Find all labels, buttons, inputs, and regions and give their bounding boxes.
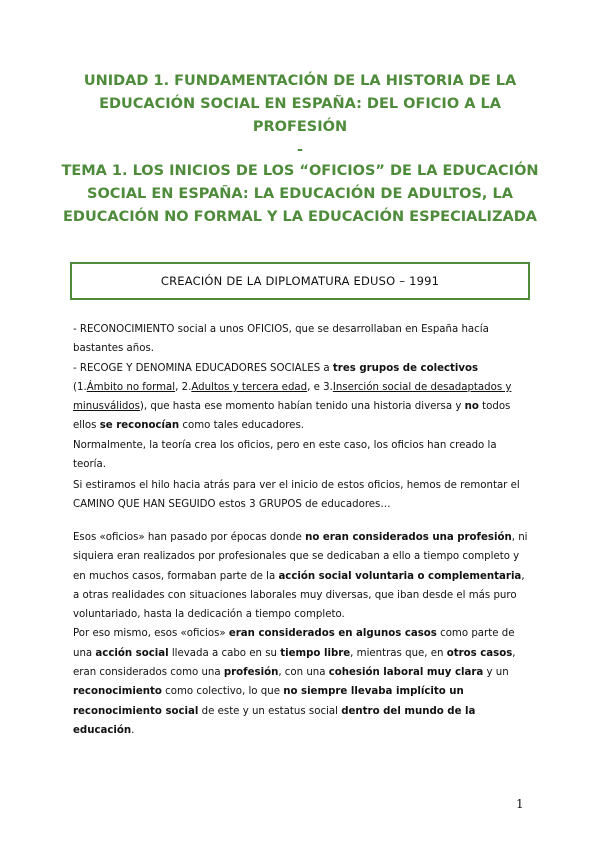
bold-run: reconocimiento	[73, 686, 162, 698]
text-run: , e 3.	[307, 381, 333, 393]
text-run: y un	[483, 667, 509, 679]
bold-run: se reconocían	[99, 420, 180, 432]
bold-run: otros casos	[446, 647, 513, 659]
bold-run: tres grupos de colectivos	[332, 362, 479, 374]
topic-title: TEMA 1. LOS INICIOS DE LOS “OFICIOS” DE LA EDUCACIÓN SOCIAL EN ESPAÑA: LA EDUCACIÓN DE ADULTOS, LA EDUCACIÓN NO FORMAL Y LA EDUCACIÓN ESPECIALIZADA	[61, 163, 539, 225]
text-run: llevada a cabo en su	[168, 647, 281, 659]
text-run: de este y un estatus social	[198, 705, 342, 717]
text-run: (1.	[73, 381, 87, 393]
bold-run: eran considerados en algunos casos	[228, 628, 437, 640]
title-separator: -	[296, 142, 304, 158]
group-item-2: Adultos y tercera edad	[191, 381, 308, 393]
text-run: , eran considerados como una	[73, 647, 516, 679]
bold-run: no eran considerados una profesión	[305, 532, 512, 543]
text-run: - RECOGE Y DENOMINA EDUCADORES SOCIALES a	[73, 362, 333, 374]
intro-paragraph	[73, 320, 531, 474]
text-run: todos ellos	[73, 401, 511, 432]
bold-run: tiempo libre	[280, 647, 351, 659]
text-run: , con una	[278, 667, 329, 679]
intro-line-2	[73, 359, 531, 436]
paragraph-3a	[73, 528, 531, 624]
section-heading-label: CREACIÓN DE LA DIPLOMATURA EDUSO – 1991	[160, 274, 440, 288]
text-run: Esos «oficios» han pasado por épocas donde	[73, 532, 306, 543]
paragraph-2	[73, 476, 531, 515]
bold-run: profesión	[223, 667, 279, 679]
bold-run: cohesión laboral muy clara	[328, 667, 484, 679]
section-heading-box	[70, 262, 530, 300]
text-run: , a otras realidades con situaciones laborales muy diversas, que iban desde el más puro voluntariado, hasta la dedicación a tiempo completo.	[73, 570, 525, 621]
bold-run: dentro del mundo de la educación	[73, 705, 476, 736]
group-item-1: Ámbito no formal	[86, 381, 176, 393]
text-run: Por eso mismo, esos «oficios»	[73, 628, 229, 640]
text-run: .	[131, 724, 135, 736]
text-run: , ni siquiera eran realizados por profesionales que se dedicaban a ello a tiempo completo y en muchos casos, formaban parte de la	[73, 532, 528, 582]
page-number: 1	[516, 797, 524, 811]
text-run: como parte de una	[73, 628, 515, 659]
text-run: ), que hasta ese momento habían tenido una historia diversa y	[139, 401, 465, 413]
text-run: como colectivo, lo que	[161, 686, 284, 698]
paragraph-3b	[73, 624, 531, 740]
bold-run: acción social	[95, 647, 169, 659]
bold-run: no	[464, 401, 479, 413]
text-run: , mientras que, en	[350, 647, 447, 659]
paragraph-3	[73, 528, 531, 740]
paragraph-2-text: Si estiramos el hilo hacia atrás para ver el inicio de estos oficios, hemos de remontar el CAMINO QUE HAN SEGUIDO estos 3 GRUPOS de educadores…	[73, 480, 520, 511]
intro-line-1: - RECONOCIMIENTO social a unos OFICIOS, que se desarrollaban en España hacía bastantes años.	[73, 324, 489, 355]
unit-title: UNIDAD 1. FUNDAMENTACIÓN DE LA HISTORIA DE LA EDUCACIÓN SOCIAL EN ESPAÑA: DEL OFICIO A LA PROFESIÓN	[83, 73, 517, 135]
group-item-3: Inserción social de desadaptados y minusválidos	[73, 381, 512, 413]
bold-run: no siempre llevaba implícito un reconocimiento social	[73, 686, 464, 717]
bold-run: acción social voluntaria o complementaria	[278, 570, 522, 582]
text-run: , 2.	[175, 381, 192, 393]
intro-line-3: Normalmente, la teoría crea los oficios, pero en este caso, los oficios han creado la teoría.	[73, 439, 497, 471]
text-run: como tales educadores.	[179, 420, 304, 432]
